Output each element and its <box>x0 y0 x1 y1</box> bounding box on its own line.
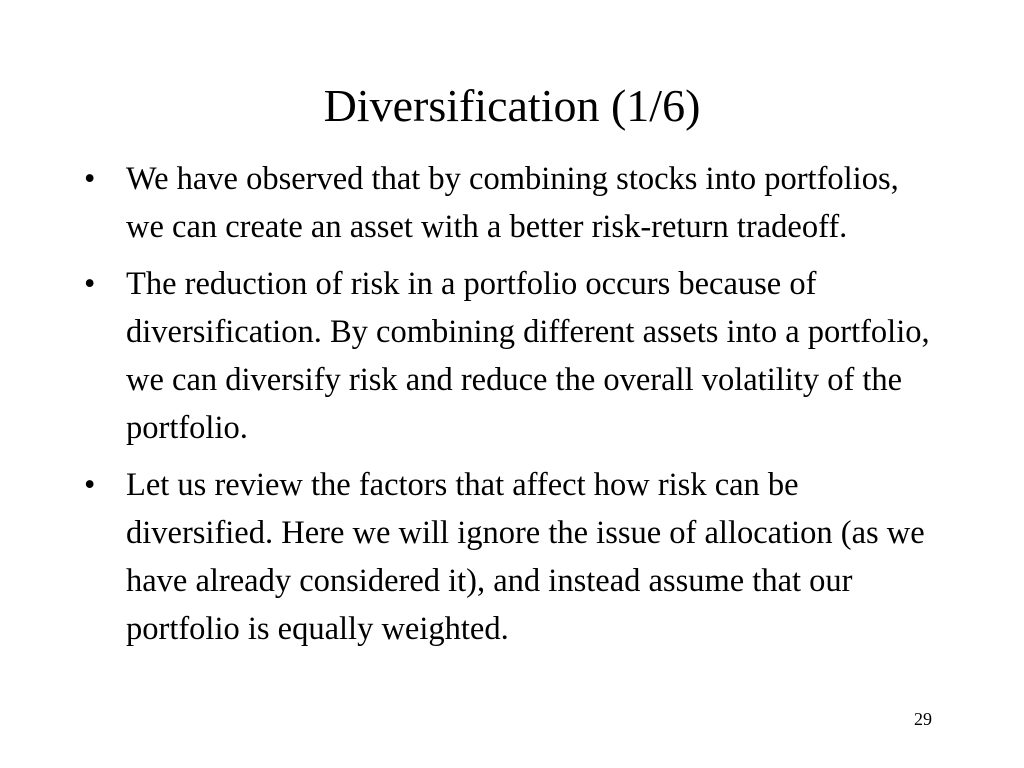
bullet-item <box>84 155 944 251</box>
bullet-list <box>84 155 944 662</box>
bullet-icon: • <box>84 266 96 302</box>
bullet-text: Let us review the factors that affect how risk can be diversified. Here we will ignore the issue of allocation (as we have already considered it), and instead assume that our portfolio is equally weighted. <box>126 467 925 647</box>
bullet-text: We have observed that by combining stocks into portfolios, we can create an asset with a better risk-return tradeoff. <box>126 161 899 245</box>
slide-title: Diversification (1/6) <box>323 80 701 131</box>
page-number: 29 <box>914 709 932 729</box>
bullet-icon: • <box>84 467 96 503</box>
bullet-icon: • <box>84 161 96 197</box>
bullet-item <box>84 260 944 452</box>
bullet-item <box>84 461 944 653</box>
bullet-text: The reduction of risk in a portfolio occurs because of diversification. By combining different assets into a portfolio, we can diversify risk and reduce the overall volatility of the portfolio. <box>126 266 930 446</box>
